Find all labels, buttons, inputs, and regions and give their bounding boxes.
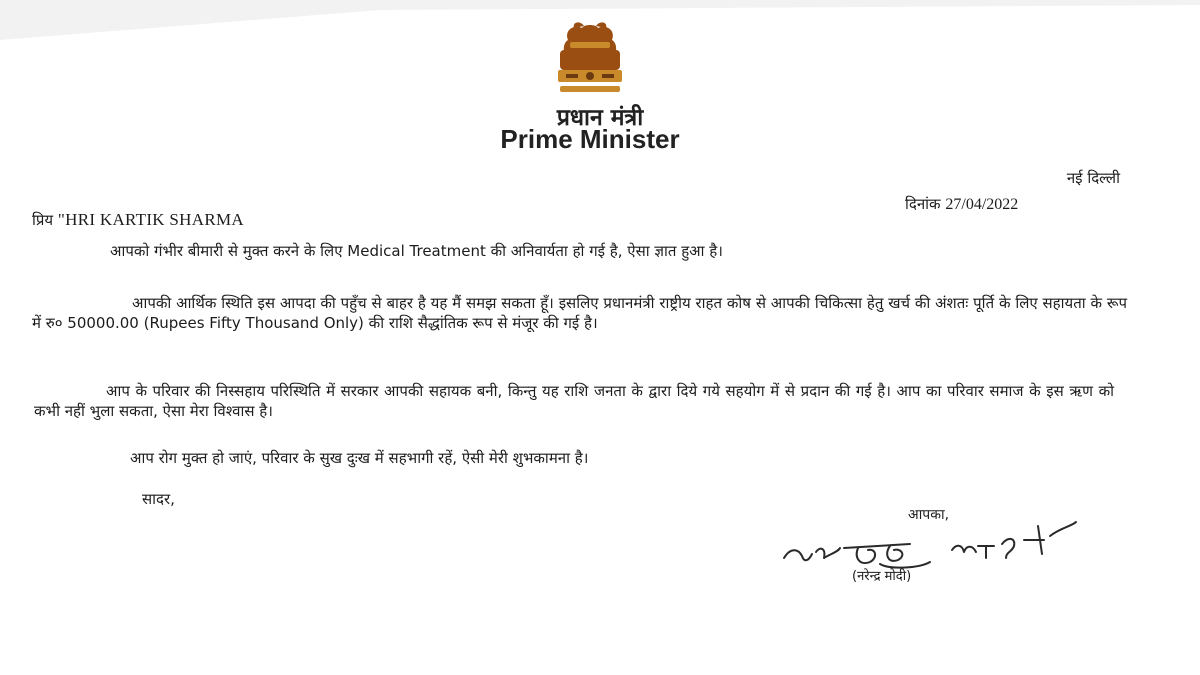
recipient-name: "HRI KARTIK SHARMA <box>57 210 244 229</box>
handwritten-signature-icon <box>780 518 1080 578</box>
signatory-name: (नरेन्द्र मोदी) <box>852 569 912 584</box>
body-paragraph-1: आपको गंभीर बीमारी से मुक्त करने के लिए Medical Treatment की अनिवार्यता हो गई है, ऐसा ज्ञात हुआ है। <box>110 242 723 260</box>
letterhead-title-english: Prime Minister <box>500 124 680 154</box>
salutation-greeting: प्रिय <box>32 211 54 229</box>
date-value: 27/04/2022 <box>945 196 1019 213</box>
place-name: नई दिल्ली <box>1066 169 1120 187</box>
date-label: दिनांक <box>905 195 941 213</box>
body-paragraph-3: आप के परिवार की निस्सहाय परिस्थिति में सरकार आपकी सहायक बनी, किन्तु यह राशि जनता के द्वारा दिये गये सहयोग में से प्रदान की गई है। आप का परिवार समाज के इस ऋण को कभी नहीं भुला सकता, ऐसा मेरा विश्वास है। <box>34 382 1114 420</box>
letterhead-title-hindi: प्रधान मंत्री <box>556 105 644 131</box>
national-emblem-icon <box>530 22 650 100</box>
salutation <box>32 210 244 230</box>
closing-regards: सादर, <box>142 490 175 508</box>
date-line <box>905 194 1018 214</box>
body-paragraph-2: आपकी आर्थिक स्थिति इस आपदा की पहुँच से बाहर है यह मैं समझ सकता हूँ। इसलिए प्रधानमंत्री राष्ट्रीय राहत कोष से आपकी चिकित्सा हेतु खर्च की अंशतः पूर्ति के लिए सहायता के रूप में रु० 50000.00 (Rupees Fifty Thousand Only) की राशि सैद्धांतिक रूप से मंजूर की गई है। <box>32 294 1127 332</box>
closing-yours: आपका, <box>908 507 950 523</box>
body-paragraph-4: आप रोग मुक्त हो जाएं, परिवार के सुख दुःख में सहभागी रहें, ऐसी मेरी शुभकामना है। <box>130 449 589 467</box>
